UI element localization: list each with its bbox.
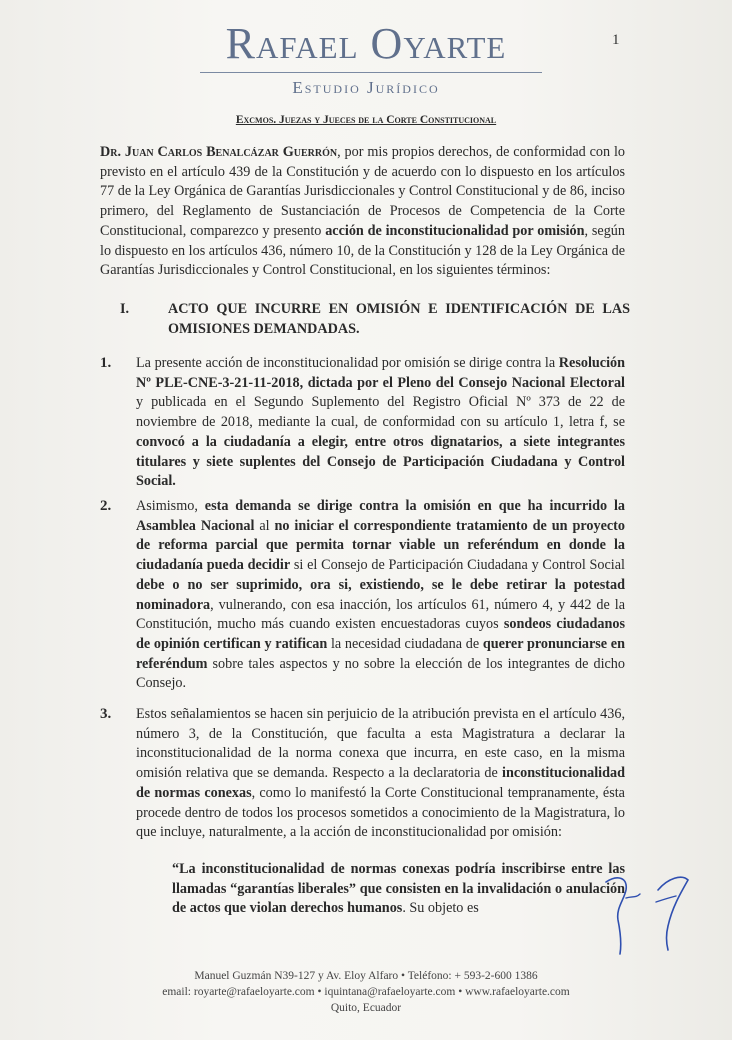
item-2-paragraph: Asimismo, esta demanda se dirige contra la omisión en que ha incurrido la Asamblea Nacional al no iniciar el correspondiente tratamiento de un proyecto de reforma parcial que permita tornar viable un referéndum en donde la ciudadanía pueda decidir si el Consejo de Participación Ciudadana y Control Social debe o no ser suprimido, ora si, existiendo, se le debe retirar la potestad nominadora, vulnerando, con esa inacción, los artículos 61, número 4, y 442 de la Constitución, mucho más cuando existen encuestadoras cuyos sondeos ciudadanos de opinión certifican y ratifican la necesidad ciudadana de querer pronunciarse en referéndum sobre tales aspectos y no sobre la elección de los integrantes de dicho Consejo. — [136, 498, 626, 692]
item-number-2: 2. — [100, 498, 112, 514]
jurisprudence-quote: “La inconstitucionalidad de normas conexas podría inscribirse entre las llamadas “garantías liberales” que consisten en la invalidación o anulación de actos que violan derechos humanos. Su objeto es — [172, 861, 625, 917]
handwritten-initials-signature — [596, 868, 706, 958]
item-1-paragraph: La presente acción de inconstitucionalidad por omisión se dirige contra la Resolución Nº PLE-CNE-3-21-11-2018, dictada por el Pleno del Consejo Nacional Electoral y publicada en el Segundo Suplemento del Registro Oficial Nº 373 de 22 de noviembre de 2018, mediante la cual, de conformidad con su artículo 1, letra f, se convocó a la ciudadanía a elegir, entre otros dignatarios, a siete integrantes titulares y siete suplentes del Consejo de Participación Ciudadana y Control Social. — [136, 355, 625, 490]
letterhead-firm-name: Rafael Oyarte — [225, 19, 507, 68]
intro-paragraph: Dr. Juan Carlos Benalcázar Guerrón, por mis propios derechos, de conformidad con lo previsto en el artículo 439 de la Constitución y de acuerdo con lo dispuesto en los artículos 77 de la Ley Orgánica de Garantías Jurisdiccionales y Control Constitucional y de 86, inciso primero, del Reglamento de Sustanciación de Procesos de Competencia de la Corte Constitucional, comparezco y presento acción de inconstitucionalidad por omisión, según lo dispuesto en los artículos 436, número 10, de la Constitución y 128 de la Ley Orgánica de Garantías Jurisdiccionales y Control Constitucional, en los siguientes términos: — [100, 144, 625, 279]
letterhead-subtitle: Estudio Jurídico — [292, 78, 440, 97]
section-title: ACTO QUE INCURRE EN OMISIÓN E IDENTIFICACIÓN DE LAS OMISIONES DEMANDADAS. — [168, 301, 630, 337]
section-number: I. — [120, 301, 130, 317]
addressee: Excmos. Juezas y Jueces de la Corte Constitucional — [235, 114, 497, 126]
item-3-paragraph: Estos señalamientos se hacen sin perjuicio de la atribución prevista en el artículo 436, número 3, de la Constitución, que faculta a esta Magistratura a declarar la inconstitucionalidad de la norma conexa que incurra, en este caso, en la misma omisión relativa que se demanda. Respecto a la declaratoria de inconstitucionalidad de normas conexas, como lo manifestó la Corte Constitucional tempranamente, ésta procede dentro de todos los procesos sometidos a conocimiento de la Magistratura, lo que incluye, naturalmente, a la acción de inconstitucionalidad por omisión: — [136, 706, 625, 841]
footer-city: Quito, Ecuador — [330, 1002, 402, 1014]
item-number-3: 3. — [100, 706, 112, 722]
footer-address: Manuel Guzmán N39-127 y Av. Eloy Alfaro • Teléfono: + 593-2-600 1386 — [194, 970, 538, 982]
item-number-1: 1. — [100, 355, 112, 371]
petitioner-name: Dr. Juan Carlos Benalcázar Guerrón — [100, 144, 338, 160]
footer-email: email: royarte@rafaeloyarte.com • iquintana@rafaeloyarte.com • www.rafaeloyarte.com — [162, 986, 570, 998]
page-number: 1 — [612, 32, 620, 48]
letterhead-rule — [200, 72, 542, 73]
